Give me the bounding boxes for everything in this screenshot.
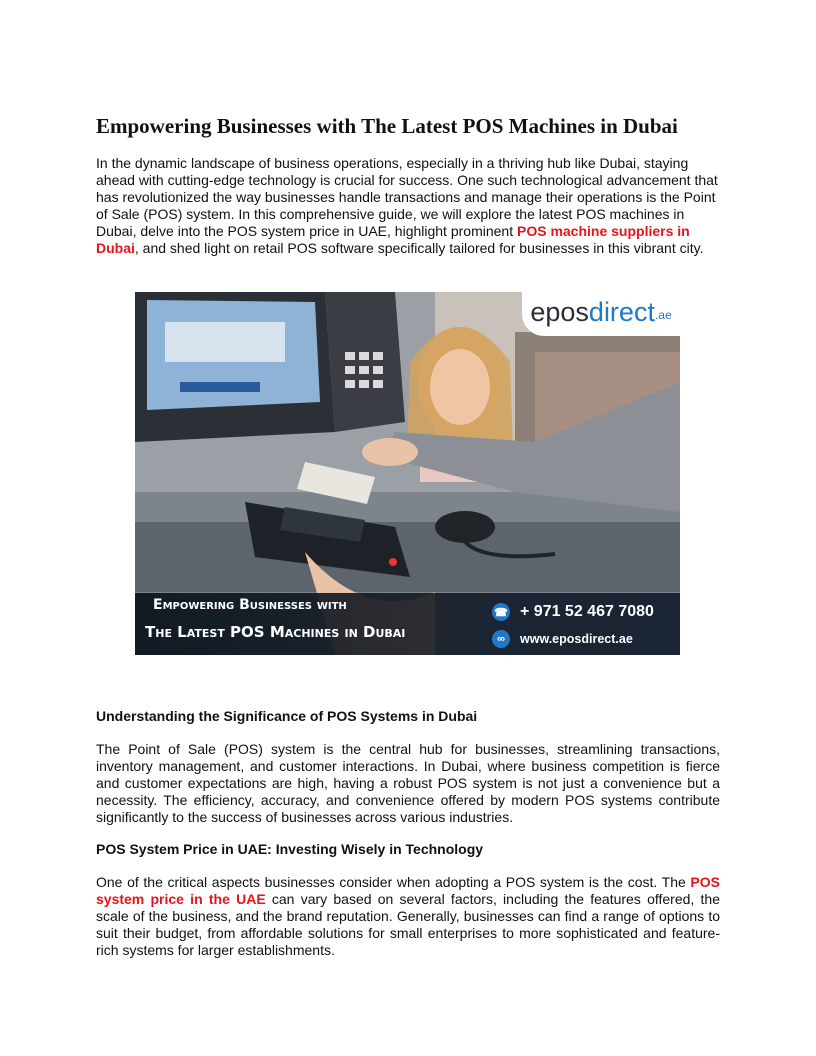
price-text-after: can vary based on several factors, including the features offered, the scale of the business, and the brand reputation. Generally, businesses can find a range of options to suit their budget, from affordable solutions for small enterprises to more sophisticated and feature-rich systems for larger establishments. (96, 891, 720, 958)
section-heading-price: POS System Price in UAE: Investing Wisely in Technology (96, 841, 484, 857)
page-title: Empowering Businesses with The Latest POS Machines in Dubai (96, 114, 678, 138)
price-text-before: One of the critical aspects businesses consider when adopting a POS system is the cost. The (96, 874, 691, 890)
link-icon: ∞ (492, 630, 510, 648)
section-body-significance: The Point of Sale (POS) system is the central hub for businesses, streamlining transactions, inventory management, and customer interactions. In Dubai, where business competition is fierce and customer expectations are high, having a robust POS system is not just a convenience but a necessity. The efficiency, accuracy, and convenience offered by modern POS systems contribute significantly to the success of businesses across various industries. (96, 741, 720, 825)
banner-image (135, 292, 680, 655)
contact-website: www.eposdirect.ae (520, 632, 633, 646)
phone-icon: ☎ (492, 603, 510, 621)
banner-caption-line1: Empowering Businesses with (153, 597, 347, 613)
section-heading-significance: Understanding the Significance of POS Systems in Dubai (96, 708, 478, 724)
banner-contact (480, 593, 680, 655)
brand-logo: eposdirect.ae (522, 292, 680, 336)
intro-paragraph (96, 155, 720, 257)
pos-price-link[interactable]: POS system price in the UAE (96, 874, 720, 907)
intro-text-before: In the dynamic landscape of business operations, especially in a thriving hub like Dubai, staying ahead with cutting-edge technology is crucial for success. One such technological advancement that has revolutionized the way businesses handle transactions and manage their operations is the Point of Sale (POS) system. In this comprehensive guide, we will explore the latest POS machines in Dubai, delve into the POS system price in UAE, highlight prominent (96, 155, 718, 239)
contact-phone: + 971 52 467 7080 (520, 603, 654, 620)
contact-website-row (492, 630, 633, 648)
contact-phone-row (492, 603, 654, 621)
pos-suppliers-link[interactable]: POS machine suppliers in Dubai (96, 223, 690, 256)
banner-caption-line2: The Latest POS Machines in Dubai (145, 623, 406, 641)
pos-monitor (135, 292, 335, 442)
section-body-price (96, 874, 720, 959)
intro-text-after: , and shed light on retail POS software specifically tailored for businesses in this vibrant city. (134, 240, 704, 256)
